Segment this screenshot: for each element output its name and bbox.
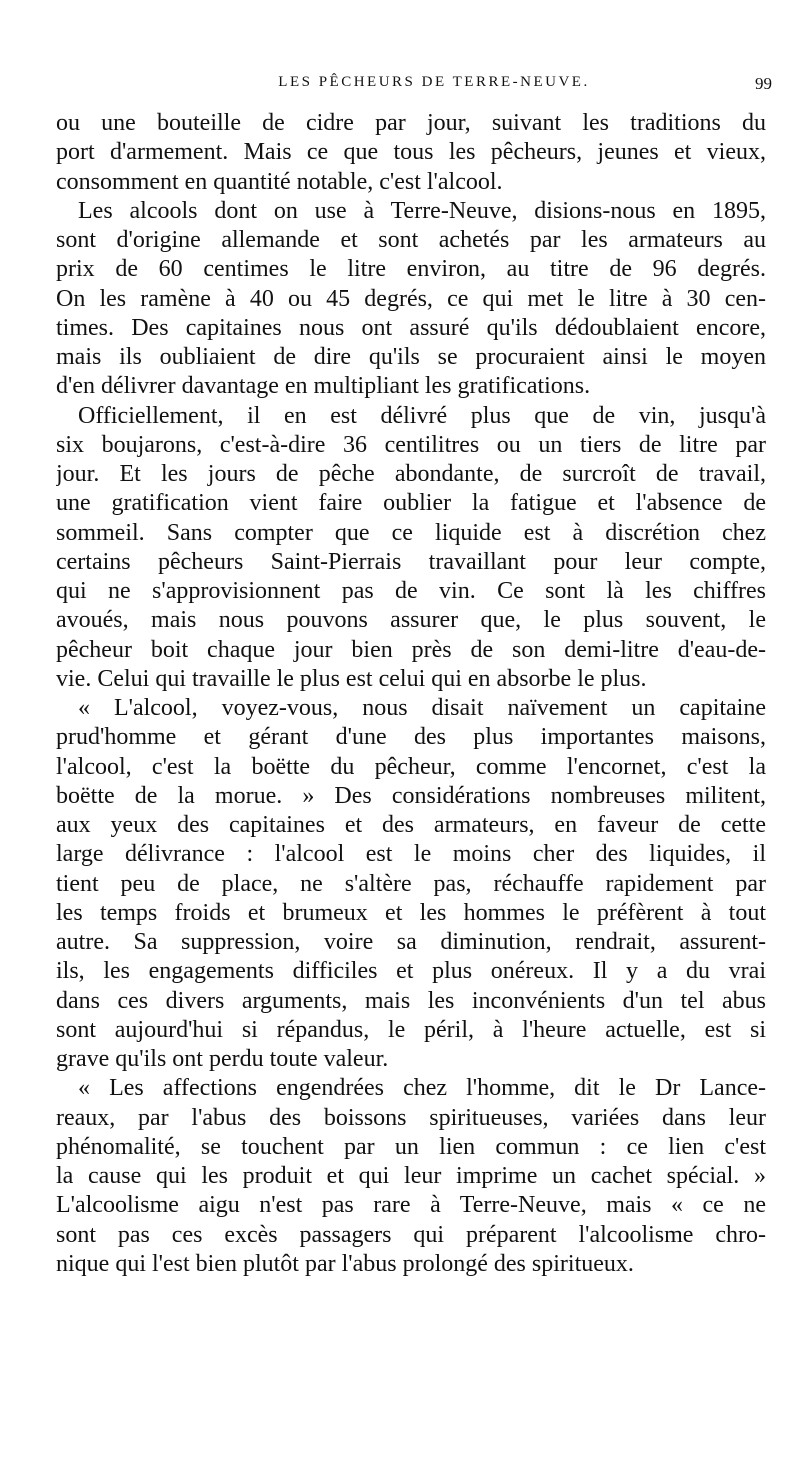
text-line: « Les affections engendrées chez l'homme, dit le Dr Lance-	[78, 1075, 766, 1102]
text-line: aux yeux des capitaines et des armateurs, en faveur de cette	[56, 812, 766, 838]
text-line: On les ramène à 40 ou 45 degrés, ce qui met le litre à 30 cen-	[56, 285, 766, 312]
text-line: mais ils oubliaient de dire qu'ils se procuraient ainsi le moyen	[56, 344, 766, 370]
text-line: l'alcool, c'est la boëtte du pêcheur, comme l'encornet, c'est la	[56, 753, 766, 780]
body-text	[56, 109, 766, 1279]
page-number: 99	[755, 74, 772, 93]
text-line: qui ne s'approvisionnent pas de vin. Ce sont là les chiffres	[56, 578, 766, 604]
text-line: avoués, mais nous pouvons assurer que, le plus souvent, le	[56, 607, 766, 634]
text-line: sont d'origine allemande et sont achetés par les armateurs au	[56, 227, 766, 253]
text-line: ou une bouteille de cidre par jour, suivant les traditions du	[56, 110, 766, 136]
text-line: prix de 60 centimes le litre environ, au titre de 96 degrés.	[56, 256, 766, 283]
text-line: Les alcools dont on use à Terre-Neuve, disions-nous en 1895,	[78, 197, 766, 224]
page-header	[56, 74, 772, 100]
text-line: vie. Celui qui travaille le plus est celui qui en absorbe le plus.	[56, 665, 647, 692]
text-line: d'en délivrer davantage en multipliant les gratifications.	[56, 373, 591, 400]
text-line: six boujarons, c'est-à-dire 36 centilitres ou un tiers de litre par	[56, 431, 766, 458]
text-line: Officiellement, il en est délivré plus que de vin, jusqu'à	[78, 402, 766, 429]
text-line: sommeil. Sans compter que ce liquide est à discrétion chez	[56, 519, 766, 546]
text-line: phénomalité, se touchent par un lien commun : ce lien c'est	[56, 1133, 766, 1160]
text-line: pêcheur boit chaque jour bien près de son demi-litre d'eau-de-	[56, 636, 766, 663]
text-line: boëtte de la morue. » Des considérations nombreuses militent,	[56, 782, 766, 809]
text-line: grave qu'ils ont perdu toute valeur.	[56, 1046, 389, 1072]
text-line: autre. Sa suppression, voire sa diminution, rendrait, assurent-	[56, 929, 766, 955]
text-line: nique qui l'est bien plutôt par l'abus prolongé des spiritueux.	[56, 1250, 634, 1277]
text-line: tient peu de place, ne s'altère pas, réchauffe rapidement par	[56, 870, 766, 897]
text-line: ils, les engagements difficiles et plus onéreux. Il y a du vrai	[56, 958, 766, 985]
text-line: port d'armement. Mais ce que tous les pêcheurs, jeunes et vieux,	[56, 139, 766, 166]
text-line: les temps froids et brumeux et les hommes le préfèrent à tout	[56, 899, 766, 926]
text-line: consomment en quantité notable, c'est l'alcool.	[56, 168, 503, 195]
text-line: reaux, par l'abus des boissons spiritueuses, variées dans leur	[56, 1104, 766, 1131]
text-line: jour. Et les jours de pêche abondante, de surcroît de travail,	[56, 461, 766, 487]
text-line: L'alcoolisme aigu n'est pas rare à Terre-Neuve, mais « ce ne	[56, 1192, 766, 1219]
text-line: large délivrance : l'alcool est le moins cher des liquides, il	[56, 841, 766, 868]
text-line: « L'alcool, voyez-vous, nous disait naïvement un capitaine	[78, 695, 766, 721]
text-line: une gratification vient faire oublier la fatigue et l'absence de	[56, 490, 766, 517]
text-line: certains pêcheurs Saint-Pierrais travaillant pour leur compte,	[56, 548, 766, 575]
text-line: dans ces divers arguments, mais les inconvénients d'un tel abus	[56, 987, 766, 1014]
text-line: prud'homme et gérant d'une des plus importantes maisons,	[56, 724, 766, 751]
text-line: sont pas ces excès passagers qui préparent l'alcoolisme chro-	[56, 1221, 766, 1248]
running-title: LES PÊCHEURS DE TERRE-NEUVE.	[278, 74, 590, 90]
text-line: la cause qui les produit et qui leur imprime un cachet spécial. »	[56, 1163, 766, 1189]
text-line: sont aujourd'hui si répandus, le péril, à l'heure actuelle, est si	[56, 1016, 766, 1043]
text-line: times. Des capitaines nous ont assuré qu'ils dédoublaient encore,	[56, 314, 766, 341]
